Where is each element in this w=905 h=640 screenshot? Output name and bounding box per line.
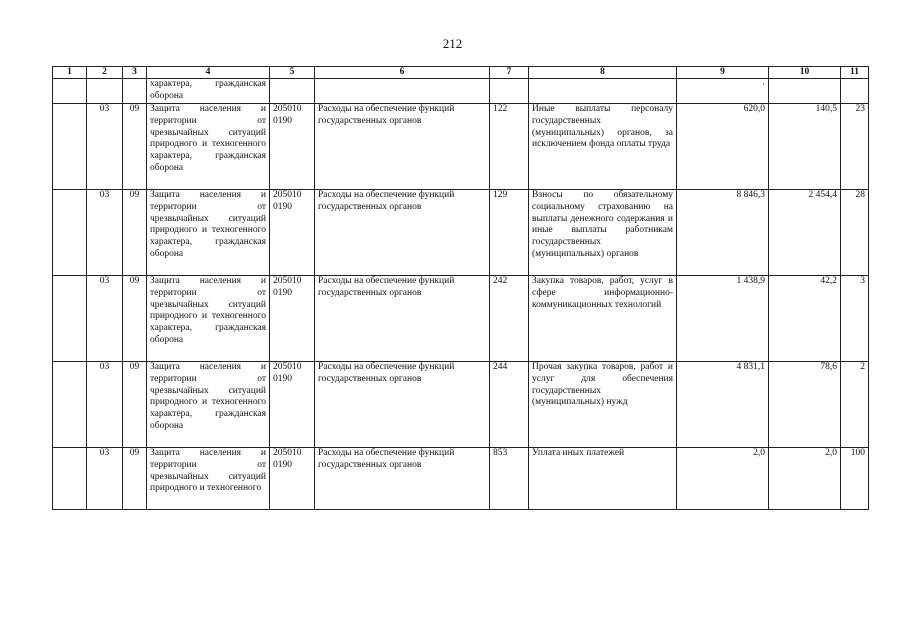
col-header-1: 1 [53, 67, 87, 79]
col-header-7: 7 [490, 67, 529, 79]
expense-type-code: 853 [490, 448, 529, 510]
col-header-10: 10 [769, 67, 841, 79]
expense-type-name: Закупка товаров, работ, услуг в сфере информационно-коммуникационных технологий [529, 276, 677, 362]
expense-type-code: 244 [490, 362, 529, 448]
subsection-code: 09 [123, 362, 147, 448]
section-code: 03 [87, 190, 123, 276]
section-code: 03 [87, 104, 123, 190]
target-article-code: 205010 0190 [270, 276, 315, 362]
col-header-4: 4 [147, 67, 270, 79]
stray-mark: · [762, 79, 765, 89]
percent-value: 100 [841, 448, 869, 510]
target-article-name: Расходы на обеспечение функций государственных органов [315, 362, 490, 448]
subsection-code: 09 [123, 190, 147, 276]
table-row [53, 448, 869, 510]
table-row [53, 190, 869, 276]
actual-amount: 140,5 [769, 104, 841, 190]
subsection-code: 09 [123, 448, 147, 510]
planned-amount: 1 438,9 [677, 276, 769, 362]
section-name-cell: Защита населения и территории от чрезвычайных ситуаций природного и техногенного характера, гражданская оборона [147, 276, 270, 362]
target-article-name: Расходы на обеспечение функций государственных органов [315, 104, 490, 190]
col-header-5: 5 [270, 67, 315, 79]
section-code: 03 [87, 276, 123, 362]
budget-table [52, 66, 869, 510]
col-header-2: 2 [87, 67, 123, 79]
col-header-8: 8 [529, 67, 677, 79]
expense-type-code: 129 [490, 190, 529, 276]
target-article-code: 205010 0190 [270, 190, 315, 276]
section-name-cell: Защита населения и территории от чрезвычайных ситуаций природного и техногенного характера, гражданская оборона [147, 104, 270, 190]
section-code: 03 [87, 362, 123, 448]
actual-amount: 2,0 [769, 448, 841, 510]
section-code: 03 [87, 448, 123, 510]
percent-value: 2 [841, 362, 869, 448]
section-name-cell: характера, гражданская оборона [147, 79, 270, 104]
col-header-9: 9 [677, 67, 769, 79]
actual-amount: 42,2 [769, 276, 841, 362]
planned-amount: 8 846,3 [677, 190, 769, 276]
expense-type-code: 122 [490, 104, 529, 190]
section-name-cell: Защита населения и территории от чрезвычайных ситуаций природного и техногенного характера, гражданская оборона [147, 190, 270, 276]
col-header-6: 6 [315, 67, 490, 79]
target-article-code: 205010 0190 [270, 448, 315, 510]
actual-amount: 78,6 [769, 362, 841, 448]
section-name-cell: Защита населения и территории от чрезвычайных ситуаций природного и техногенного [147, 448, 270, 510]
section-name-cell: Защита населения и территории от чрезвычайных ситуаций природного и техногенного характера, гражданская оборона [147, 362, 270, 448]
actual-amount: 2 454,4 [769, 190, 841, 276]
planned-amount: 620,0 [677, 104, 769, 190]
target-article-name: Расходы на обеспечение функций государственных органов [315, 190, 490, 276]
target-article-code: 205010 0190 [270, 104, 315, 190]
expense-type-name: Иные выплаты персоналу государственных (муниципальных) органов, за исключением фонда оплаты труда [529, 104, 677, 190]
expense-type-name: Взносы по обязательному социальному страхованию на выплаты денежного содержания и иные выплаты работникам государственных (муниципальных) органов [529, 190, 677, 276]
page-number: 212 [442, 36, 463, 51]
subsection-code: 09 [123, 276, 147, 362]
planned-amount: 2,0 [677, 448, 769, 510]
table-row [53, 104, 869, 190]
expense-type-name: Прочая закупка товаров, работ и услуг для обеспечения государственных (муниципальных) нужд [529, 362, 677, 448]
col-header-3: 3 [123, 67, 147, 79]
continuation-row [53, 79, 869, 104]
subsection-code: 09 [123, 104, 147, 190]
header-row [53, 67, 869, 79]
percent-value: 28 [841, 190, 869, 276]
percent-value: 23 [841, 104, 869, 190]
col-header-11: 11 [841, 67, 869, 79]
target-article-code: 205010 0190 [270, 362, 315, 448]
expense-type-name: Уплата иных платежей [529, 448, 677, 510]
table-row [53, 276, 869, 362]
planned-amount: 4 831,1 [677, 362, 769, 448]
target-article-name: Расходы на обеспечение функций государственных органов [315, 276, 490, 362]
target-article-name: Расходы на обеспечение функций государственных органов [315, 448, 490, 510]
table-row [53, 362, 869, 448]
percent-value: 3 [841, 276, 869, 362]
expense-type-code: 242 [490, 276, 529, 362]
